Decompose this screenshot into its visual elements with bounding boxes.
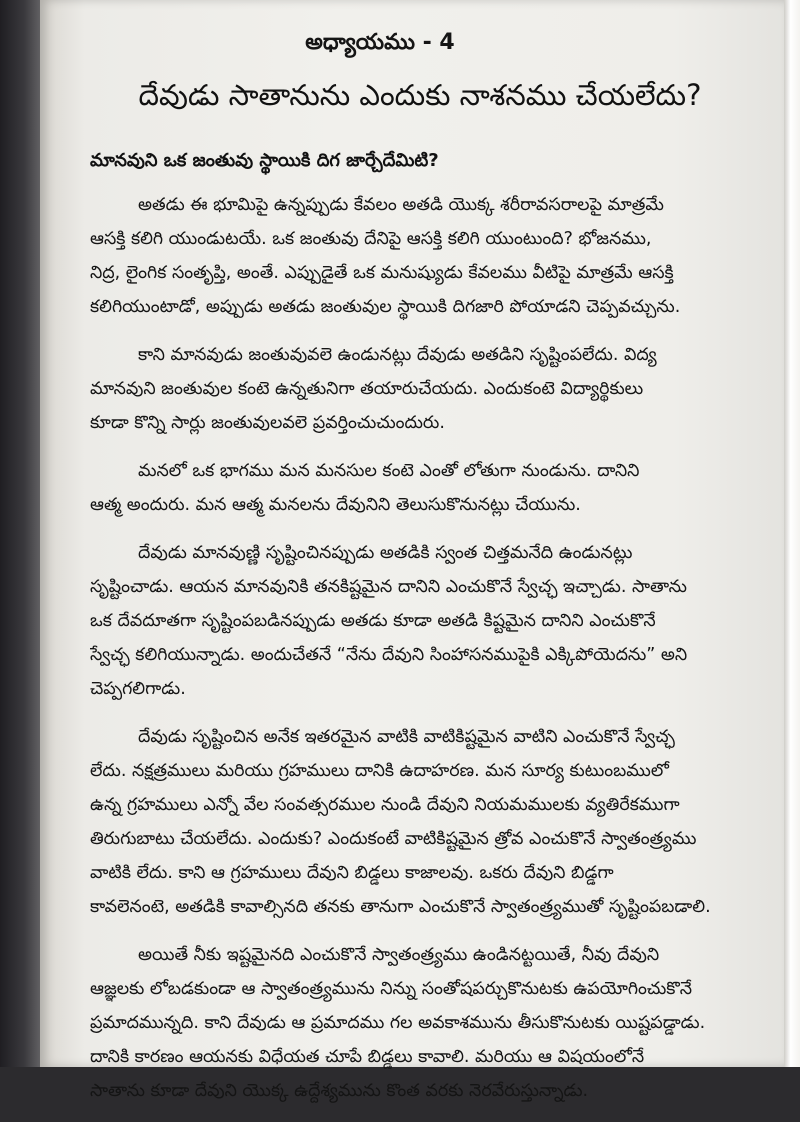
text-line: కావలెనంటె, అతడికి కావాల్సినది తనకు తానుగా ఎంచుకొనే స్వాతంత్ర్యముతో సృష్టింపబడాలి. [90,897,711,917]
chapter-number: అధ్యాయము - 4 [305,30,455,55]
text-line: ప్రమాదమున్నది. కాని దేవుడు ఆ ప్రమాదము గల అవకాశమును తీసుకొనుటకు యిష్టపడ్డాడు. [90,1013,706,1033]
text-line: చెప్పగలిగాడు. [90,679,186,699]
text-line: మానవుని జంతువుల కంటె ఉన్నతునిగా తయారుచేయదు. ఎందుకంటె విద్యార్థికులు [90,379,644,399]
body-text [90,188,748,1122]
paragraph [90,454,748,522]
text-line: సృష్టించాడు. ఆయన మానవునికి తనకిష్టమైన దానిని ఎంచుకొనే స్వేచ్ఛ ఇచ్చాడు. సాతాను [90,577,687,597]
text-line: ఆత్మ అందురు. మన ఆత్మ మనలను దేవునిని తెలుసుకొనునట్లు చేయును. [90,495,581,515]
text-line: సాతాను కూడా దేవుని యొక్క ఉద్దేశ్యమును కొంత వరకు నెరవేరుస్తున్నాడు. [90,1081,589,1101]
text-line: నిద్ర, లైంగిక సంతృప్తి, అంతే. ఎప్పుడైతే ఒక మనుష్యుడు కేవలము వీటిపై మాత్రమే ఆసక్తి [90,263,674,283]
text-line: తిరుగుబాటు చేయలేదు. ఎందుకు? ఎందుకంటే వాటికిష్టమైన త్రోవ ఎంచుకొనే స్వాతంత్ర్యము [90,829,697,849]
text-line: ఆజ్ఞలకు లోబడకుండా ఆ స్వాతంత్ర్యమును నిన్ను సంతోషపర్చుకొనుటకు ఉపయోగించుకొనే [90,979,693,999]
text-line: దేవుడు మానవుణ్ణి సృష్టించినప్పుడు అతడికి స్వంత చిత్తమనేది ఉండునట్లు [138,543,633,563]
text-line: మనలో ఒక భాగము మన మనసుల కంటె ఎంతో లోతుగా నుండును. దానిని [138,461,640,481]
text-line: దేవుడు సృష్టించిన అనేక ఇతరమైన వాటికి వాటికిష్టమైన వాటిని ఎంచుకొనే స్వేచ్ఛ [138,727,675,747]
text-line: కలిగియుంటాడో, అప్పుడు అతడు జంతువుల స్థాయికి దిగజారి పోయాడని చెప్పవచ్చును. [90,297,681,317]
text-line: ఒక దేవదూతగా సృష్టింపబడినప్పుడు అతడు కూడా అతడి కిష్టమైన దానిని ఎంచుకొనే [90,611,656,631]
section-heading: మానవుని ఒక జంతువు స్థాయికి దిగ జార్చేదేమిటి? [90,150,439,171]
page-edge [784,0,800,1067]
paragraph [90,338,748,440]
paragraph [90,536,748,706]
text-line: లేదు. నక్షత్రములు మరియు గ్రహములు దానికి ఉదాహరణ. మన సూర్య కుటుంబములో [90,761,669,781]
chapter-title: దేవుడు సాతానును ఎందుకు నాశనము చేయలేదు? [138,78,702,112]
text-line: వాటికి లేదు. కాని ఆ గ్రహములు దేవుని బిడ్డలు కాజాలవు. ఒకరు దేవుని బిడ్డగా [90,863,614,883]
paragraph [90,938,748,1108]
paragraph [90,720,748,924]
text-line: అయితే నీకు ఇష్టమైనది ఎంచుకొనే స్వాతంత్ర్యము ఉండినట్టయితే, నీవు దేవుని [138,945,660,965]
text-line: స్వేచ్ఛ కలిగియున్నాడు. అందుచేతనే “నేను దేవుని సింహాసనముపైకి ఎక్కిపోయెదను” అని [90,645,688,665]
text-line: ఆసక్తి కలిగి యుండుటయే. ఒక జంతువు దేనిపై ఆసక్తి కలిగి యుంటుంది? భోజనము, [90,229,652,249]
text-line: కాని మానవుడు జంతువువలె ఉండునట్లు దేవుడు అతడిని సృష్టింపలేదు. విద్య [138,345,657,365]
text-line: కూడా కొన్ని సార్లు జంతువులవలె ప్రవర్తించుచుందురు. [90,413,445,433]
book-spine-shadow [0,0,44,1067]
paragraph [90,188,748,324]
text-line: ఉన్న గ్రహములు ఎన్నో వేల సంవత్సరముల నుండి దేవుని నియమములకు వ్యతిరేకముగా [90,795,680,815]
text-line: అతడు ఈ భూమిపై ఉన్నప్పుడు కేవలం అతడి యొక్క శరీరావసరాలపై మాత్రమే [138,195,664,215]
text-line: దానికి కారణం ఆయనకు విధేయత చూపే బిడ్డలు కావాలి. మరియు ఆ విషయంలోనే [90,1047,645,1067]
